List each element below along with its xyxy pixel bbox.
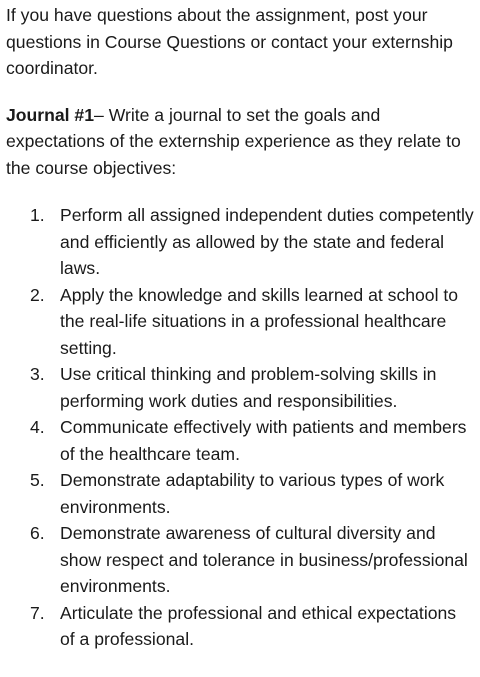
list-item-text: Perform all assigned independent duties competently and efficiently as allowed by the state and federal laws.	[60, 205, 474, 278]
list-item-number: 4.	[30, 417, 45, 437]
list-item-text: Apply the knowledge and skills learned at school to the real-life situations in a professional healthcare setting.	[60, 284, 459, 358]
list-item	[6, 467, 474, 520]
list-item-number: 7.	[30, 602, 45, 623]
list-item	[6, 520, 474, 600]
list-item-number: 2.	[30, 284, 45, 305]
journal-text: – Write a journal to set the goals and expectations of the externship experience as they relate to the course objectives:	[6, 104, 461, 178]
list-item-text: Demonstrate awareness of cultural diversity and show respect and tolerance in business/professional environments.	[60, 523, 468, 596]
list-item	[6, 282, 474, 362]
list-item-number: 1.	[30, 205, 45, 225]
objectives-list	[6, 202, 474, 653]
list-item-text: Demonstrate adaptability to various types of work environments.	[60, 470, 445, 517]
list-item-text: Articulate the professional and ethical expectations of a professional.	[60, 602, 457, 649]
list-item-number: 3.	[30, 364, 45, 384]
list-item	[6, 414, 474, 467]
list-item-number: 5.	[30, 470, 45, 490]
list-item-text: Communicate effectively with patients and members of the healthcare team.	[60, 417, 467, 464]
list-item	[6, 202, 474, 282]
list-item	[6, 600, 474, 653]
list-item	[6, 361, 474, 414]
list-item-text: Use critical thinking and problem-solving skills in performing work duties and responsibilities.	[60, 364, 437, 411]
journal-heading: Journal #1	[6, 104, 95, 125]
journal-prompt	[6, 102, 474, 182]
list-item-number: 6.	[30, 523, 45, 543]
intro-paragraph: If you have questions about the assignment, post your questions in Course Questions or contact your externship coordinator.	[6, 5, 453, 78]
